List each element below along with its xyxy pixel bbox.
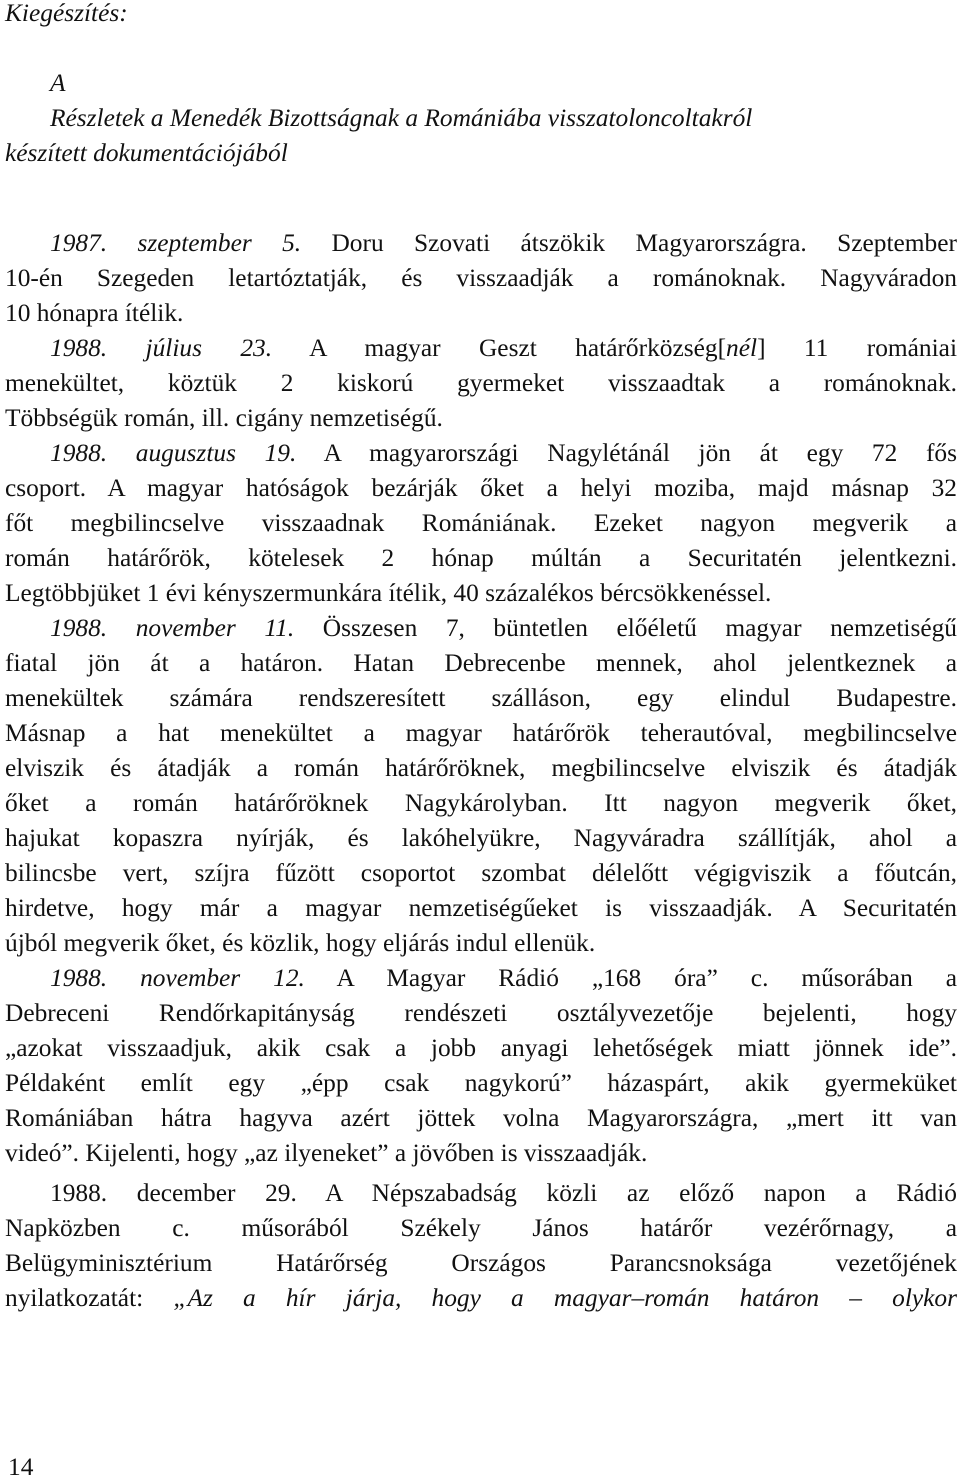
entry-1988-11-12-line-5: Romániában hátra hagyva azért jöttek volna Magyarországra, „mert itt van (5, 1104, 957, 1132)
entry-1988-08-19-line-4: román határőrök, kötelesek 2 hónap múltán a Securitatén jelentkezni. (5, 544, 957, 572)
quote-start: „Az a hír járja, hogy a magyar–román határon – olykor (173, 1284, 957, 1312)
entry-1988-11-11-line-7: hajukat kopaszra nyírják, és lakóhelyükre, Nagyváradra szállítják, ahol a (5, 824, 957, 852)
entry-1988-07-23-line-3: Többségük román, ill. cigány nemzetiségű. (5, 404, 443, 432)
entry-1988-07-23-line-2: menekültet, köztük 2 kiskorú gyermeket visszaadtak a románoknak. (5, 369, 957, 397)
entry-date: 1988. november 11. (50, 614, 295, 642)
section-kicker: Kiegészítés: (5, 0, 128, 27)
section-title-line-2: készített dokumentációjából (5, 139, 288, 167)
entry-1988-11-12-line-3: „azokat visszaadjuk, akik csak a jobb anyagi lehetőségek miatt jönnek ide”. (5, 1034, 957, 1062)
section-title-line-1: Részletek a Menedék Bizottságnak a Romániába visszatoloncoltakról (50, 104, 753, 132)
page-number: 14 (8, 1453, 34, 1481)
entry-1987-09-05-line-3: 10 hónapra ítélik. (5, 299, 184, 327)
entry-1988-11-11-line-8: bilincsbe vert, szíjra fűzött csoportot szombat délelőtt végigviszik a főutcán, (5, 859, 957, 887)
entry-1988-12-29-line-2: Napközben c. műsorából Székely János határőr vezérőrnagy, a (5, 1214, 957, 1242)
entry-1988-11-11-line-4: Másnap a hat menekültet a magyar határőrök teherautóval, megbilincselve (5, 719, 957, 747)
entry-1988-07-23-line-1: 1988. július 23. A magyar Geszt határőrközség[nél] 11 romániai (50, 334, 958, 362)
section-letter: A (50, 69, 66, 97)
entry-1988-12-29-line-4: nyilatkozatát: „Az a hír járja, hogy a magyar–román határon – olykor (5, 1284, 957, 1312)
entry-1988-08-19-line-2: csoport. A magyar hatóságok bezárják őket a helyi moziba, majd másnap 32 (5, 474, 957, 502)
entry-1988-11-11-line-3: menekültek számára rendszeresített szálláson, egy elindul Budapestre. (5, 684, 957, 712)
entry-1988-11-12-line-1: 1988. november 12. A Magyar Rádió „168 óra” c. műsorában a (50, 964, 957, 992)
entry-1988-12-29-line-1: 1988. december 29. A Népszabadság közli az előző napon a Rádió (50, 1179, 957, 1207)
entry-1988-08-19-line-3: főt megbilincselve visszaadnak Romániának. Ezeket nagyon megverik a (5, 509, 957, 537)
entry-date: 1988. július 23. (50, 334, 273, 362)
entry-1988-11-11-line-1: 1988. november 11. Összesen 7, büntetlen előéletű magyar nemzetiségű (50, 614, 957, 642)
entry-1988-11-12-line-2: Debreceni Rendőrkapitányság rendészeti osztályvezetője bejelenti, hogy (5, 999, 957, 1027)
entry-1988-12-29-line-3: Belügyminisztérium Határőrség Országos Parancsnoksága vezetőjének (5, 1249, 957, 1277)
entry-1988-11-11-line-5: elviszik és átadják a román határőröknek, megbilincselve elviszik és átadják (5, 754, 957, 782)
entry-1987-09-05-line-1: 1987. szeptember 5. Doru Szovati átszökik Magyarországra. Szeptember (50, 229, 957, 257)
entry-1988-11-12-line-6: videó”. Kijelenti, hogy „az ilyeneket” a jövőben is visszaadják. (5, 1139, 648, 1167)
entry-1988-11-11-line-9: hirdetve, hogy már a magyar nemzetiségűeket is visszaadják. A Securitatén (5, 894, 957, 922)
entry-date: 1988. november 12. (50, 964, 305, 992)
entry-1988-08-19-line-5: Legtöbbjüket 1 évi kényszermunkára ítélik, 40 százalékos bércsökkenéssel. (5, 579, 772, 607)
entry-1988-11-12-line-4: Példaként említ egy „épp csak nagykorú” házaspárt, akik gyermeküket (5, 1069, 957, 1097)
entry-1988-11-11-line-10: újból megverik őket, és közlik, hogy eljárás indul ellenük. (5, 929, 596, 957)
entry-1987-09-05-line-2: 10-én Szegeden letartóztatják, és visszaadják a románoknak. Nagyváradon (5, 264, 957, 292)
entry-date: 1987. szeptember 5. (50, 229, 302, 257)
entry-date: 1988. augusztus 19. (50, 439, 297, 467)
entry-1988-08-19-line-1: 1988. augusztus 19. A magyarországi Nagylétánál jön át egy 72 fős (50, 439, 957, 467)
entry-1988-11-11-line-6: őket a román határőröknek Nagykárolyban. Itt nagyon megverik őket, (5, 789, 957, 817)
entry-1988-11-11-line-2: fiatal jön át a határon. Hatan Debrecenbe mennek, ahol jelentkeznek a (5, 649, 957, 677)
